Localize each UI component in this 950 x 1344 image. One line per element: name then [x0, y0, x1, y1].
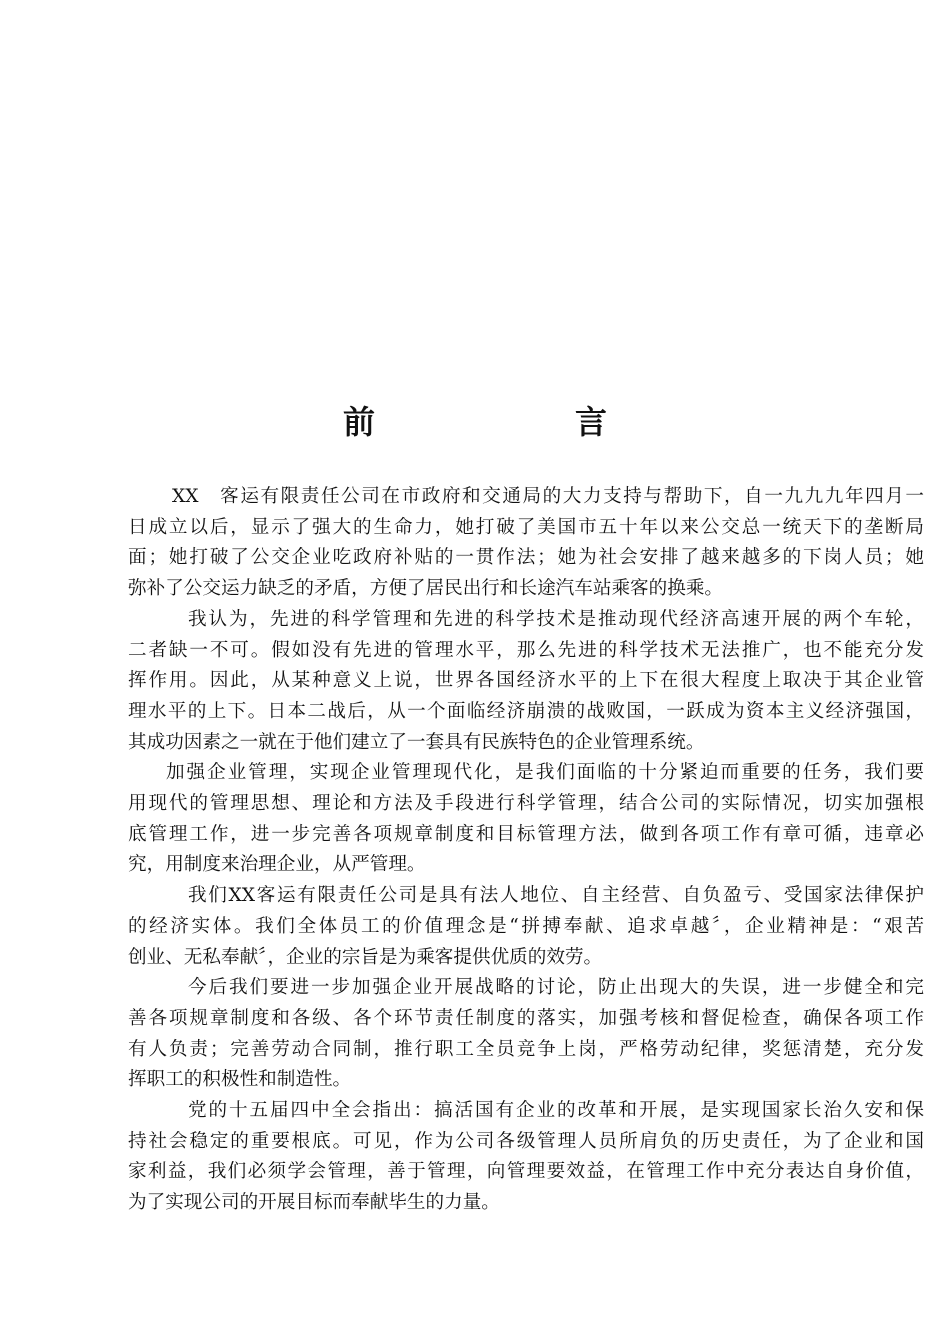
- paragraph-4: [128, 881, 924, 973]
- paragraph-5: [128, 973, 924, 1096]
- text-line: 有人负责；完善劳动合同制，推行职工全员竞争上岗，严格劳动纪律，奖惩清楚，充分发: [128, 1038, 924, 1060]
- text-line: 家利益，我们必须学会管理，善于管理，向管理要效益，在管理工作中充分表达自身价值，: [128, 1161, 924, 1183]
- body-text: [128, 482, 924, 1219]
- text-line: 弥补了公交运力缺乏的矛盾，方便了居民出行和长途汽车站乘客的换乘。: [128, 578, 724, 600]
- text-line: 面；她打破了公交企业吃政府补贴的一贯作法；她为社会安排了越来越多的下岗人员；她: [128, 547, 924, 569]
- text-line: 日成立以后，显示了强大的生命力，她打破了美国市五十年以来公交总一统天下的垄断局: [128, 516, 924, 538]
- text-line: 究，用制度来治理企业，从严管理。: [128, 854, 426, 876]
- text-line: 加强企业管理，实现企业管理现代化，是我们面临的十分紧迫而重要的任务，我们要: [166, 762, 924, 784]
- text-line: 持社会稳定的重要根底。可见，作为公司各级管理人员所肩负的历史责任，为了企业和国: [128, 1130, 924, 1152]
- text-line: 挥作用。因此，从某种意义上说，世界各国经济水平的上下在很大程度上取决于其企业管: [128, 670, 924, 692]
- text-line: 我们XX客运有限责任公司是具有法人地位、自主经营、自负盈亏、受国家法律保护: [188, 885, 924, 907]
- text-line: 的经济实体。我们全体员工的价值理念是“拼搏奉献、追求卓越〞，企业精神是：“艰苦: [128, 915, 924, 937]
- paragraph-2: [128, 605, 924, 759]
- text-line: 今后我们要进一步加强企业开展战略的讨论，防止出现大的失误，进一步健全和完: [188, 977, 924, 999]
- text-line: 用现代的管理思想、理论和方法及手段进行科学管理，结合公司的实际情况，切实加强根: [128, 793, 924, 815]
- text-line: 挥职工的积极性和制造性。: [128, 1069, 352, 1091]
- text-line: 理水平的上下。日本二战后，从一个面临经济崩溃的战败国，一跃成为资本主义经济强国，: [128, 700, 924, 722]
- paragraph-6: [128, 1096, 924, 1219]
- text-line: 底管理工作，进一步完善各项规章制度和目标管理方法，做到各项工作有章可循，违章必: [128, 823, 924, 845]
- text-line: XX 客运有限责任公司在市政府和交通局的大力支持与帮助下，自一九九九年四月一: [172, 486, 924, 507]
- paragraph-1: [128, 482, 924, 605]
- text-line: 创业、无私奉献〞，企业的宗旨是为乘客提供优质的效劳。: [128, 946, 603, 968]
- paragraph-3: [128, 758, 924, 881]
- page-title: 前 言: [342, 403, 691, 441]
- text-line: 我认为，先进的科学管理和先进的科学技术是推动现代经济高速开展的两个车轮，: [188, 608, 924, 630]
- text-line: 善各项规章制度和各级、各个环节责任制度的落实，加强考核和督促检查，确保各项工作: [128, 1007, 924, 1029]
- text-line: 党的十五届四中全会指出：搞活国有企业的改革和开展，是实现国家长治久安和保: [188, 1100, 924, 1122]
- text-line: 二者缺一不可。假如没有先进的管理水平，那么先进的科学技术无法推广，也不能充分发: [128, 639, 924, 661]
- text-line: 其成功因素之一就在于他们建立了一套具有民族特色的企业管理系统。: [128, 731, 705, 753]
- text-line: 为了实现公司的开展目标而奉献毕生的力量。: [128, 1192, 500, 1214]
